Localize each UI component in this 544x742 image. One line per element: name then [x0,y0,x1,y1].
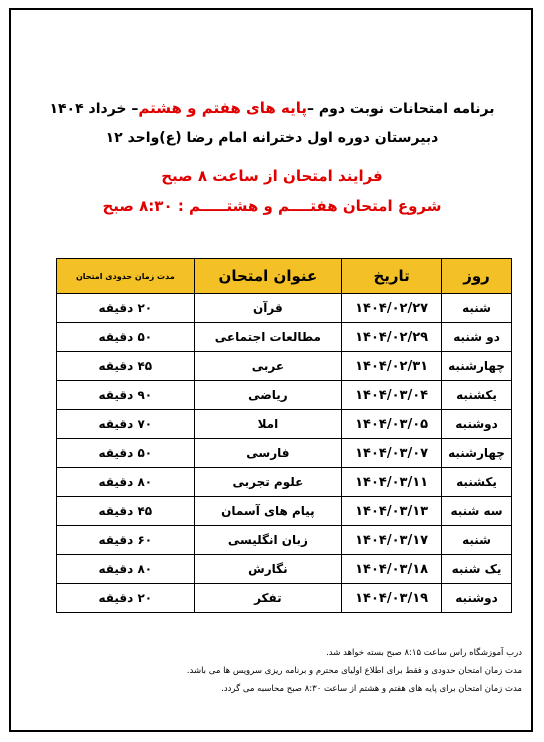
title-grade-highlight: پایه های هفتم و هشتم [138,99,307,117]
cell-subject: املا [194,410,342,439]
cell-subject: تفکر [194,584,342,613]
table-row [57,439,512,468]
title-suffix: – خرداد ۱۴۰۴ [49,101,139,117]
cell-duration: ۴۵ دقیقه [57,497,195,526]
note-gate-closing: درب آموزشگاه راس ساعت ۸:۱۵ صبح بسته خواهد شد. [326,648,522,658]
cell-duration: ۲۰ دقیقه [57,294,195,323]
note-duration-start: مدت زمان امتحان برای پایه های هفتم و هشتم از ساعت ۸:۳۰ صبح محاسبه می گردد. [221,684,522,694]
cell-duration: ۵۰ دقیقه [57,439,195,468]
header-subject: عنوان امتحان [194,259,342,294]
cell-duration: ۷۰ دقیقه [57,410,195,439]
cell-date: ۱۴۰۴/۰۳/۱۸ [342,555,442,584]
title-block [20,96,524,219]
cell-duration: ۴۵ دقیقه [57,352,195,381]
footnotes [22,644,522,698]
cell-duration: ۹۰ دقیقه [57,381,195,410]
cell-date: ۱۴۰۴/۰۳/۱۹ [342,584,442,613]
cell-subject: قرآن [194,294,342,323]
table-row [57,410,512,439]
cell-date: ۱۴۰۴/۰۳/۰۷ [342,439,442,468]
school-name: دبیرستان دوره اول دخترانه امام رضا (ع)واحد ۱۲ [105,130,439,146]
cell-subject: پیام های آسمان [194,497,342,526]
table-row [57,294,512,323]
cell-date: ۱۴۰۴/۰۳/۱۱ [342,468,442,497]
cell-subject: ریاضی [194,381,342,410]
cell-day: دو شنبه [442,323,512,352]
cell-subject: نگارش [194,555,342,584]
cell-day: یکشنبه [442,468,512,497]
cell-subject: فارسی [194,439,342,468]
cell-subject: مطالعات اجتماعی [194,323,342,352]
table-row [57,555,512,584]
table-header-row [57,259,512,294]
cell-day: شنبه [442,526,512,555]
process-start-time: فرایند امتحان از ساعت ۸ صبح [161,167,383,185]
table-row [57,468,512,497]
cell-duration: ۸۰ دقیقه [57,468,195,497]
cell-day: یکشنبه [442,381,512,410]
title-prefix: برنامه امتحانات نوبت دوم – [307,101,495,117]
table-row [57,381,512,410]
cell-duration: ۲۰ دقیقه [57,584,195,613]
cell-date: ۱۴۰۴/۰۲/۲۷ [342,294,442,323]
table-row [57,526,512,555]
cell-date: ۱۴۰۴/۰۲/۲۹ [342,323,442,352]
cell-duration: ۶۰ دقیقه [57,526,195,555]
cell-date: ۱۴۰۴/۰۲/۳۱ [342,352,442,381]
cell-day: سه شنبه [442,497,512,526]
cell-day: شنبه [442,294,512,323]
cell-date: ۱۴۰۴/۰۳/۱۷ [342,526,442,555]
cell-date: ۱۴۰۴/۰۳/۱۳ [342,497,442,526]
cell-day: یک شنبه [442,555,512,584]
header-day: روز [442,259,512,294]
exam-schedule-table [56,258,512,613]
cell-duration: ۵۰ دقیقه [57,323,195,352]
header-date: تاریخ [342,259,442,294]
table-row [57,352,512,381]
cell-date: ۱۴۰۴/۰۳/۰۵ [342,410,442,439]
table-row [57,584,512,613]
table-row [57,323,512,352]
cell-duration: ۸۰ دقیقه [57,555,195,584]
cell-date: ۱۴۰۴/۰۳/۰۴ [342,381,442,410]
cell-day: دوشنبه [442,410,512,439]
cell-subject: عربی [194,352,342,381]
header-duration: مدت زمان حدودی امتحان [57,259,195,294]
exam-start-time: شروع امتحان هفتــــم و هشتـــــم : ۸:۳۰ صبح [102,197,442,215]
cell-day: دوشنبه [442,584,512,613]
cell-day: چهارشنبه [442,439,512,468]
cell-subject: زبان انگلیسی [194,526,342,555]
cell-day: چهارشنبه [442,352,512,381]
note-approximate-duration: مدت زمان امتحان حدودی و فقط برای اطلاع اولیای محترم و برنامه ریزی سرویس ها می باشد. [186,666,522,676]
title-line-1 [20,96,524,121]
cell-subject: علوم تجربی [194,468,342,497]
table-row [57,497,512,526]
